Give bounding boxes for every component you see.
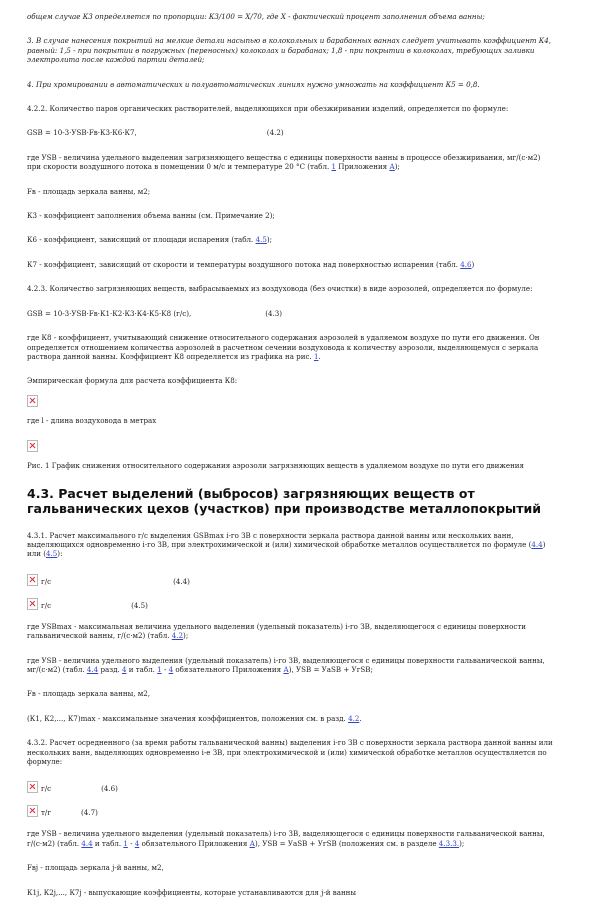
text: . [359, 713, 362, 723]
definition-usb-3 [27, 829, 555, 848]
figure-1-caption: Рис. 1 График снижения относительного содержания аэрозоли загрязняющих веществ в удаляемом воздухе по пути его движения [27, 461, 525, 471]
text: где К8 - коэффициент, учитывающий снижение относительного содержания аэрозолей в удаляемом воздухе по пути его движения. Он определяется отношением количества аэрозолей в расчетном сечении воздуховода к количеству аэрозоли, выделяющемуся с зеркала раствора данной ванны. Коэффициент К8 определяется из графика на рис. [27, 333, 540, 361]
definition-k-max [27, 714, 555, 723]
link-appendix-a[interactable]: А [389, 162, 395, 172]
text: ): [57, 549, 63, 559]
text: ); [266, 235, 273, 245]
figure-1-image [27, 440, 555, 452]
formula-k8-image [27, 395, 555, 407]
formula-unit: т/г [41, 808, 52, 818]
broken-image-icon [27, 598, 38, 610]
formula-unit: г/с [41, 600, 52, 610]
formula-number: (4.7) [81, 808, 98, 818]
text: ); [459, 838, 465, 848]
formula-4-6 [27, 781, 555, 793]
formula-number: (4.5) [131, 600, 148, 610]
formula-unit: г/с [41, 784, 52, 794]
link-section-4-3-3[interactable]: 4.3.3. [438, 838, 460, 848]
link-table-4-2[interactable]: 4.2 [171, 631, 184, 641]
note-paragraph-4: 4. При хромировании в автоматических и полуавтоматических линиях нужно умножать на коэффициент К5 = 0,8. [27, 79, 480, 89]
note-paragraph-3: 3. В случае нанесения покрытий на мелкие детали насыпью в колокольных и барабанных ваннах следует учитывать коэффициент К4, равный: 1,5 - при покрытии в погружных (переносных) колоколах и барабанах; 1,8 - при покрытии в колоколах, требующих заливки электролита после каждой партии деталей; [27, 36, 552, 65]
broken-image-icon [27, 805, 38, 817]
definition-k8 [27, 333, 555, 361]
text: где УSB - величина удельного выделения (удельный показатель) i-го ЗВ, выделяющегося с единицы поверхности гальванической ванны, мг/(с·м2) (табл. [27, 655, 545, 674]
text: . [318, 351, 321, 361]
definition-k7 [27, 260, 555, 269]
formula-4-7 [27, 805, 555, 817]
link-table-1[interactable]: 1 [331, 162, 336, 172]
text: ), УSB = УaSB + УгSB (положения см. в разделе [254, 838, 439, 848]
link-formula-4-4[interactable]: 4.4 [531, 539, 543, 549]
formula-4-2 [27, 128, 555, 137]
link-table-4-4[interactable]: 4.4 [86, 664, 99, 674]
section-4-3-2-intro: 4.3.2. Расчет осредненного (за время работы гальванической ванны) выделения i-го ЗВ с поверхности зеркала раствора данной ванны или нескольких ванн, выделяющих одновременно i-е ЗВ, при электрохимической и (или) химической обработке металлов осуществляется по формуле: [27, 738, 553, 766]
definition-k3: К3 - коэффициент заполнения объема ванны (см. Примечание 2); [27, 211, 275, 221]
document-page [27, 12, 555, 912]
definition-fvj: Fвj - площадь зеркала j-й ванны, м2, [27, 863, 164, 873]
text: где УSB - величина удельного выделения загрязняющего вещества с единицы поверхности ванны в процессе обезжиривания, мг/(с·м2) при скорости воздушного потока в помещении 0 м/с и температуре 20 °С (табл. [27, 152, 541, 172]
broken-image-icon [27, 781, 38, 793]
section-4-3-1-intro [27, 531, 555, 559]
definition-usb-2 [27, 656, 555, 675]
text: К7 - коэффициент, зависящий от скорости и температуры воздушного потока над поверхностью испарения (табл. [27, 259, 461, 269]
text: К6 - коэффициент, зависящий от площади испарения (табл. [27, 235, 256, 245]
text: (К1, К2,..., К7)max - максимальные значения коэффициентов, положения см. в разд. [27, 713, 349, 723]
formula-unit: г/с [41, 576, 52, 586]
link-figure-1[interactable]: 1 [313, 351, 319, 361]
link-table-1[interactable]: 1 [157, 664, 162, 674]
link-table-4-4[interactable]: 4.4 [81, 838, 93, 848]
formula-number: (4.6) [101, 784, 118, 794]
text: ); [394, 162, 400, 172]
text: где УSBmax - максимальная величина удельного выделения (удельный показатель) i-го ЗВ, выделяющегося с единицы поверхности гальванической ванны, г/(с·м2) (табл. [27, 621, 526, 641]
definition-fv: Fв - площадь зеркала ванны, м2; [27, 186, 151, 196]
link-appendix-a[interactable]: А [249, 838, 255, 848]
link-table-4[interactable]: 4 [168, 664, 174, 674]
formula-number: (4.4) [173, 576, 190, 586]
empirical-formula-intro: Эмпирическая формула для расчета коэффициента К8: [27, 376, 238, 386]
link-section-4[interactable]: 4 [121, 664, 127, 674]
formula-4-5 [27, 598, 555, 610]
text: и табл. [92, 838, 124, 848]
text: Приложения [336, 162, 390, 172]
formula-4-3 [27, 309, 555, 318]
text: и табл. [126, 664, 158, 674]
definition-usbmax [27, 622, 555, 641]
link-appendix-a[interactable]: А [283, 664, 289, 674]
definition-l: где l - длина воздуховода в метрах [27, 415, 157, 425]
text: ), УSB = УaSB + УгSB; [288, 664, 373, 674]
broken-image-icon [27, 574, 38, 586]
formula-text: GSB = 10-3·УSB·Fв·К3·К6·К7, [27, 128, 137, 138]
formula-number: (4.2) [266, 128, 284, 138]
text: - [127, 838, 135, 848]
formula-number: (4.3) [265, 308, 283, 318]
link-section-4-2[interactable]: 4.2 [348, 713, 360, 723]
text: обязательного Приложения [173, 664, 284, 674]
text: - [161, 664, 169, 674]
definition-k6 [27, 235, 555, 244]
link-table-4-5[interactable]: 4.5 [255, 235, 267, 245]
formula-4-4 [27, 574, 555, 586]
broken-image-icon [27, 395, 38, 407]
text: где УSB - величина удельного выделения (удельный показатель) i-го ЗВ, выделяющегося с единицы поверхности гальванической ванны, г/(с·м2) (табл. [27, 829, 545, 848]
text: ) или ( [27, 539, 546, 559]
definition-fv-2: Fв - площадь зеркала ванны, м2, [27, 689, 151, 699]
section-heading-4-3: 4.3. Расчет выделений (выбросов) загрязняющих веществ от гальванических цехов (участков) при производстве металлопокрытий [27, 485, 541, 516]
text: ); [183, 631, 189, 641]
text: ) [471, 259, 475, 269]
text: обязательного Приложения [139, 838, 250, 848]
section-4-2-3-intro: 4.2.3. Количество загрязняющих веществ, выбрасываемых из воздуховода (без очистки) в виде аэрозолей, определяется по формуле: [27, 284, 533, 294]
link-table-4[interactable]: 4 [134, 838, 140, 848]
formula-text: GSB = 10-3·УSB·Fв·К1·К2·К3·К4·К5·K8 (г/с), [27, 308, 192, 318]
definition-kj: К1j, К2j,..., К7j - выпускающие коэффициенты, которые устанавливаются для j-й ванны [27, 887, 357, 897]
definition-usb [27, 153, 555, 172]
section-4-2-2-intro: 4.2.2. Количество паров органических растворителей, выделяющихся при обезжиривании изделий, определяется по формуле: [27, 104, 509, 114]
text: 4.3.1. Расчет максимального г/с выделения GSBmax i-го ЗВ с поверхности зеркала раствора данной ванны или нескольких ванн, выделяющихся одновременно i-го ЗВ, при электрохимической и (или) химической обработке металлов осуществляется по формуле ( [27, 530, 532, 549]
link-table-4-6[interactable]: 4.6 [460, 259, 472, 269]
text: разд. [98, 664, 122, 674]
link-table-1[interactable]: 1 [123, 838, 128, 848]
note-paragraph-1: общем случае К3 определяется по пропорции: К3/100 = Х/70, где Х - фактический процент заполнения объема ванны; [27, 12, 485, 21]
link-formula-4-5[interactable]: 4.5 [46, 549, 58, 559]
broken-image-icon [27, 440, 38, 452]
